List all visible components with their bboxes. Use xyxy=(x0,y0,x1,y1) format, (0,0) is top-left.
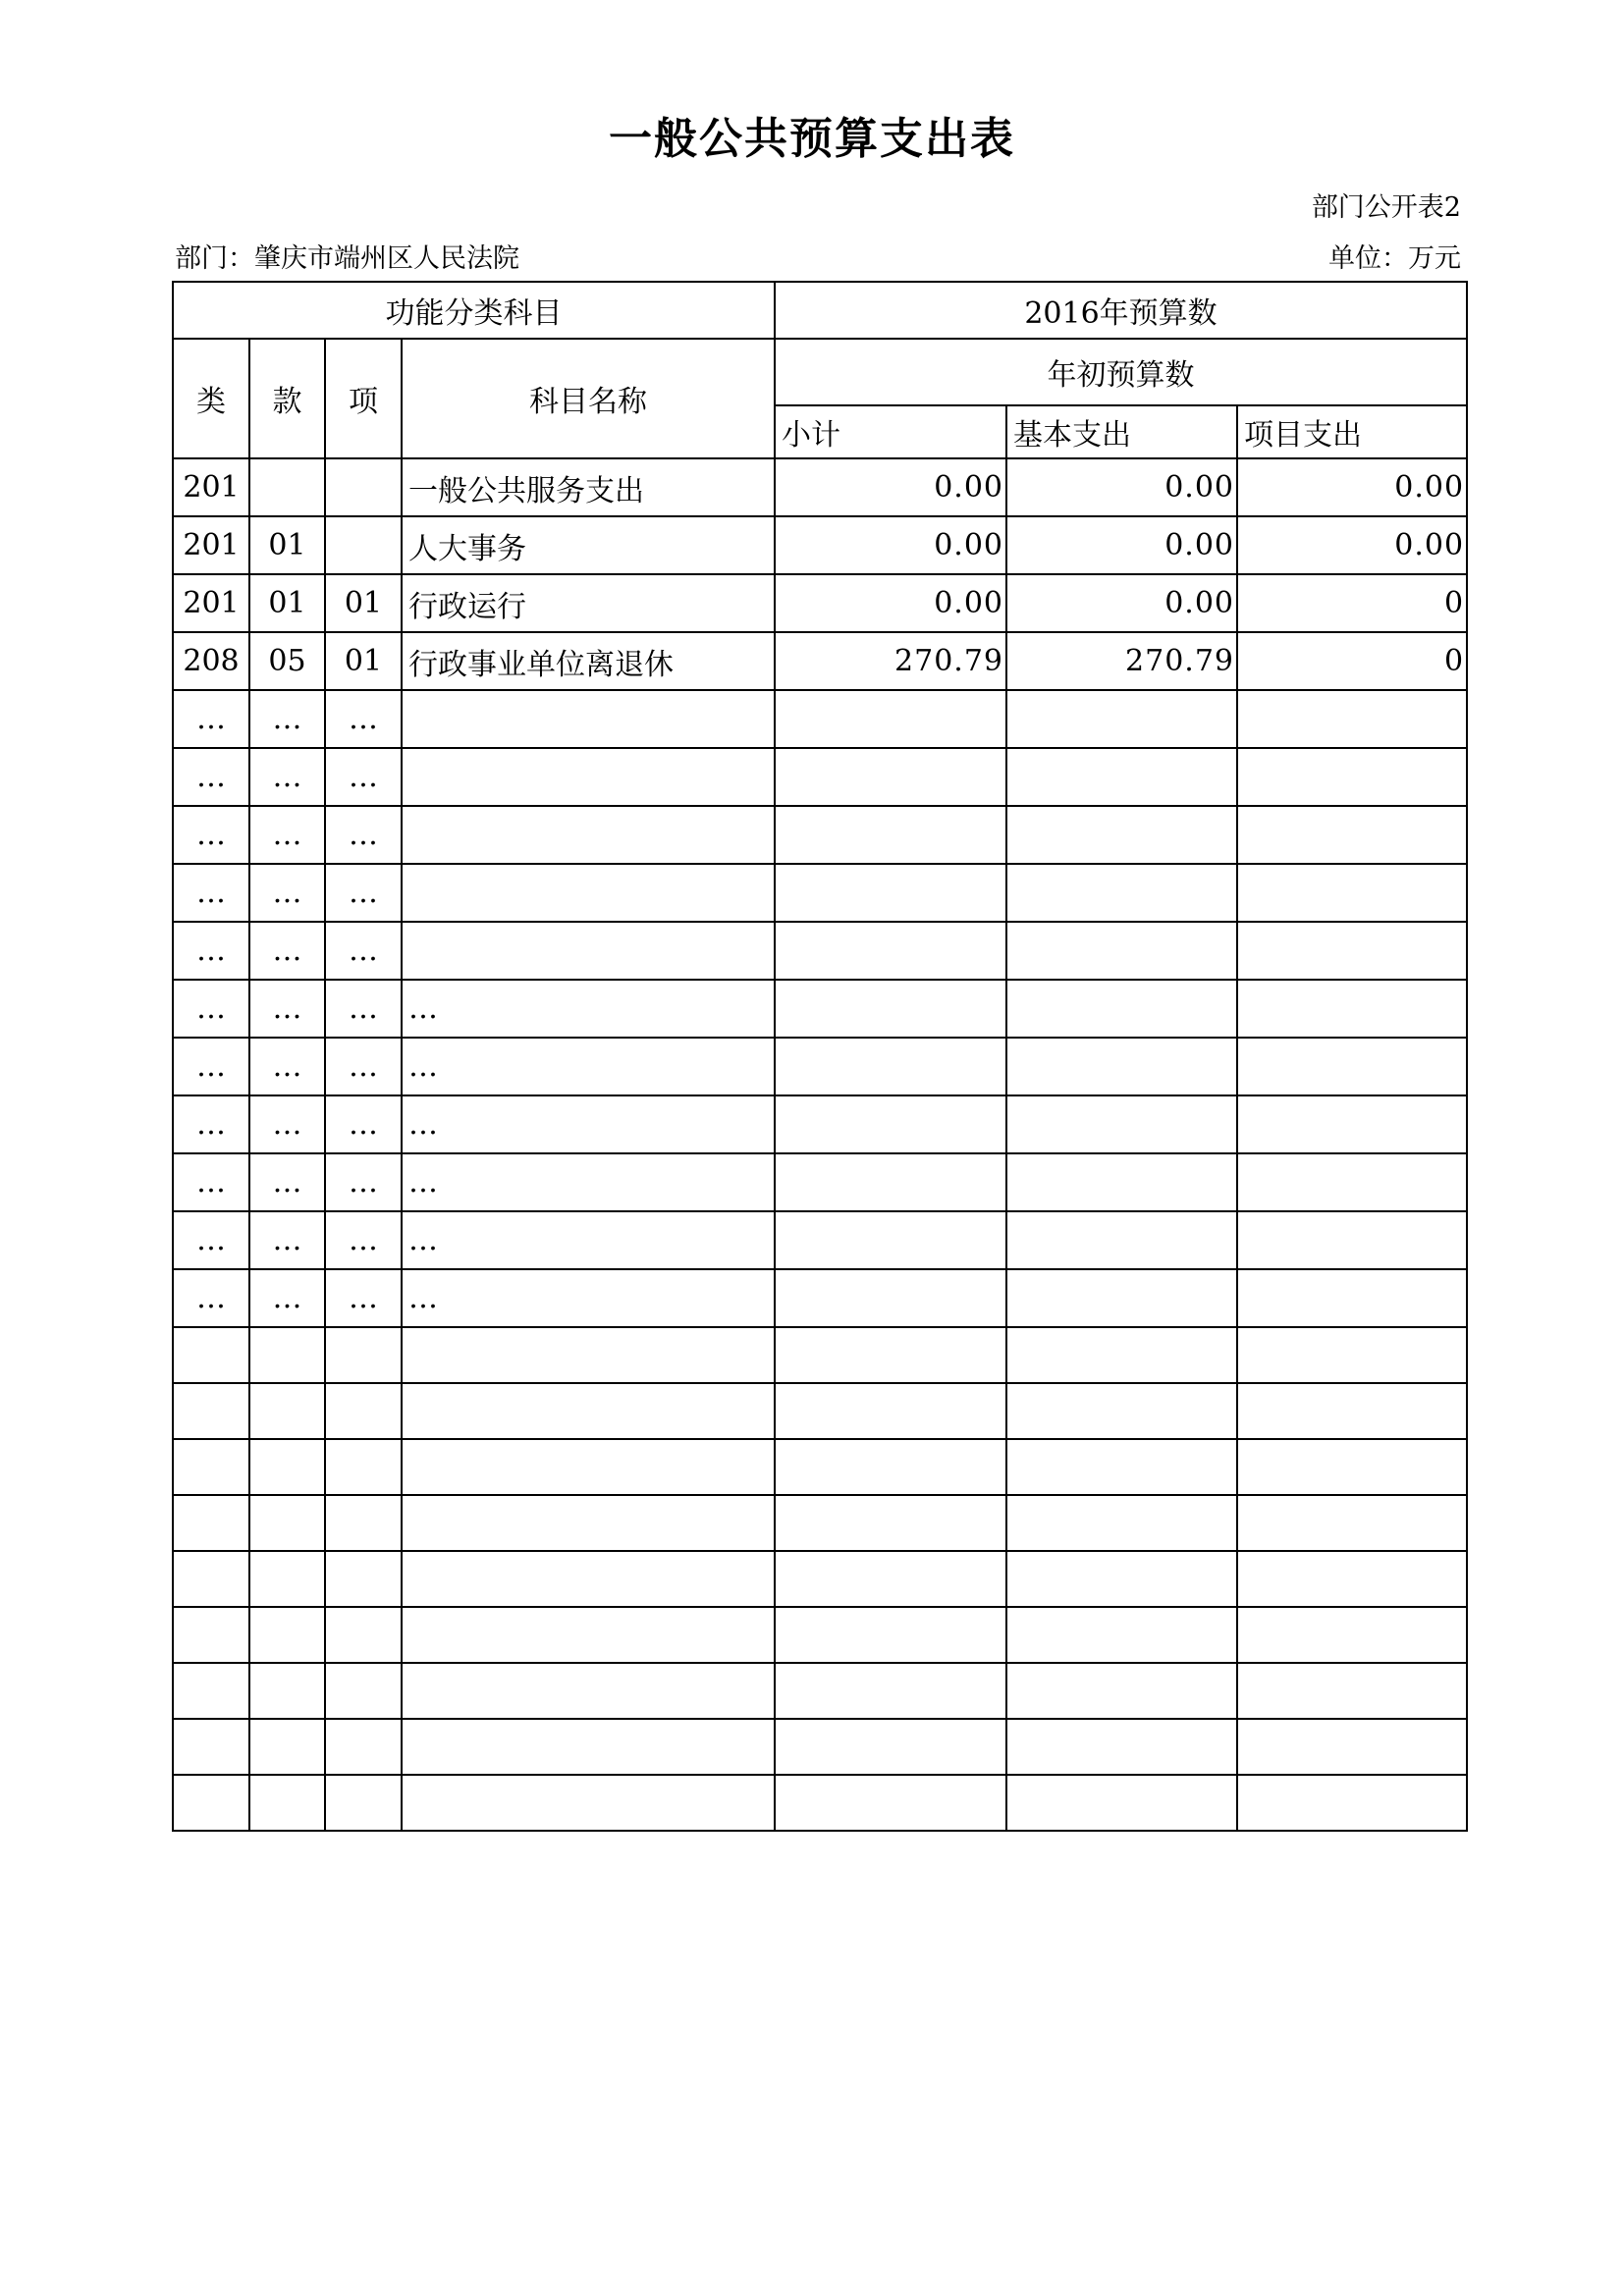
cell-subject-name xyxy=(402,690,775,748)
table-row xyxy=(173,748,1467,806)
cell-kuan: … xyxy=(249,748,325,806)
empty-cell xyxy=(249,1719,325,1775)
cell-subject-name: 人大事务 xyxy=(402,516,775,574)
empty-cell xyxy=(775,1327,1006,1383)
cell-project-expense xyxy=(1237,922,1467,980)
empty-cell xyxy=(249,1551,325,1607)
cell-xiang xyxy=(325,516,402,574)
table-row xyxy=(173,922,1467,980)
cell-subtotal xyxy=(775,1038,1006,1095)
cell-project-expense xyxy=(1237,980,1467,1038)
cell-xiang: … xyxy=(325,1269,402,1327)
cell-xiang xyxy=(325,458,402,516)
empty-cell xyxy=(249,1663,325,1719)
cell-basic-expense xyxy=(1006,922,1237,980)
empty-cell xyxy=(1006,1551,1237,1607)
cell-project-expense xyxy=(1237,1211,1467,1269)
cell-basic-expense: 0.00 xyxy=(1006,574,1237,632)
cell-lei: … xyxy=(173,980,249,1038)
cell-lei: … xyxy=(173,690,249,748)
cell-basic-expense: 270.79 xyxy=(1006,632,1237,690)
empty-cell xyxy=(249,1383,325,1439)
cell-project-expense xyxy=(1237,1038,1467,1095)
empty-cell xyxy=(1237,1327,1467,1383)
cell-project-expense xyxy=(1237,864,1467,922)
empty-cell xyxy=(775,1663,1006,1719)
cell-kuan: … xyxy=(249,922,325,980)
header-kuan: 款 xyxy=(249,339,325,458)
table-row xyxy=(173,690,1467,748)
cell-subtotal xyxy=(775,690,1006,748)
cell-kuan: … xyxy=(249,1095,325,1153)
department-label: 部门：肇庆市端州区人民法院 xyxy=(175,243,519,274)
empty-cell xyxy=(402,1719,775,1775)
cell-subtotal xyxy=(775,1211,1006,1269)
empty-cell xyxy=(249,1607,325,1663)
cell-basic-expense xyxy=(1006,1038,1237,1095)
empty-cell xyxy=(402,1327,775,1383)
cell-kuan: 01 xyxy=(249,574,325,632)
empty-cell xyxy=(1006,1775,1237,1831)
cell-subtotal: 270.79 xyxy=(775,632,1006,690)
cell-basic-expense xyxy=(1006,1095,1237,1153)
cell-subtotal xyxy=(775,748,1006,806)
empty-cell xyxy=(1237,1775,1467,1831)
header-subject-name: 科目名称 xyxy=(402,339,775,458)
cell-subject-name: 行政事业单位离退休 xyxy=(402,632,775,690)
cell-subject-name: … xyxy=(402,1153,775,1211)
cell-kuan: … xyxy=(249,864,325,922)
cell-lei: … xyxy=(173,1153,249,1211)
cell-kuan: … xyxy=(249,980,325,1038)
cell-xiang: … xyxy=(325,806,402,864)
cell-kuan xyxy=(249,458,325,516)
cell-subject-name xyxy=(402,748,775,806)
table-row xyxy=(173,1269,1467,1327)
cell-xiang: … xyxy=(325,864,402,922)
table-row xyxy=(173,1095,1467,1153)
cell-lei: 201 xyxy=(173,516,249,574)
empty-cell xyxy=(1237,1439,1467,1495)
empty-cell xyxy=(402,1551,775,1607)
cell-lei: … xyxy=(173,864,249,922)
empty-cell xyxy=(1006,1663,1237,1719)
table-row xyxy=(173,516,1467,574)
empty-cell xyxy=(402,1663,775,1719)
table-row xyxy=(173,1211,1467,1269)
empty-row xyxy=(173,1495,1467,1551)
table-row xyxy=(173,458,1467,516)
cell-kuan: … xyxy=(249,806,325,864)
empty-cell xyxy=(325,1551,402,1607)
table-row xyxy=(173,574,1467,632)
empty-cell xyxy=(1006,1607,1237,1663)
header-budget-year: 2016年预算数 xyxy=(775,282,1467,339)
cell-basic-expense xyxy=(1006,806,1237,864)
empty-row xyxy=(173,1551,1467,1607)
empty-row xyxy=(173,1607,1467,1663)
cell-kuan: … xyxy=(249,690,325,748)
cell-xiang: 01 xyxy=(325,632,402,690)
cell-basic-expense: 0.00 xyxy=(1006,516,1237,574)
empty-cell xyxy=(402,1383,775,1439)
cell-xiang: … xyxy=(325,1153,402,1211)
cell-project-expense: 0.00 xyxy=(1237,516,1467,574)
empty-cell xyxy=(402,1607,775,1663)
cell-kuan: … xyxy=(249,1153,325,1211)
cell-subject-name: … xyxy=(402,1095,775,1153)
cell-subject-name: 行政运行 xyxy=(402,574,775,632)
empty-cell xyxy=(325,1663,402,1719)
cell-lei: … xyxy=(173,922,249,980)
empty-cell xyxy=(173,1719,249,1775)
cell-project-expense: 0.00 xyxy=(1237,458,1467,516)
cell-project-expense xyxy=(1237,748,1467,806)
empty-cell xyxy=(402,1775,775,1831)
empty-cell xyxy=(173,1663,249,1719)
empty-cell xyxy=(173,1607,249,1663)
cell-basic-expense: 0.00 xyxy=(1006,458,1237,516)
empty-cell xyxy=(325,1775,402,1831)
empty-cell xyxy=(173,1439,249,1495)
cell-subtotal xyxy=(775,922,1006,980)
empty-cell xyxy=(249,1495,325,1551)
empty-cell xyxy=(1006,1439,1237,1495)
cell-subject-name: … xyxy=(402,980,775,1038)
table-row xyxy=(173,632,1467,690)
cell-subtotal xyxy=(775,806,1006,864)
empty-cell xyxy=(173,1327,249,1383)
empty-cell xyxy=(173,1495,249,1551)
empty-row xyxy=(173,1439,1467,1495)
table-row xyxy=(173,1038,1467,1095)
cell-subtotal: 0.00 xyxy=(775,458,1006,516)
cell-lei: 201 xyxy=(173,458,249,516)
page-title: 一般公共预算支出表 xyxy=(609,114,1015,164)
header-subtotal: 小计 xyxy=(775,405,1006,458)
cell-lei: 208 xyxy=(173,632,249,690)
empty-cell xyxy=(325,1719,402,1775)
empty-row xyxy=(173,1719,1467,1775)
cell-lei: … xyxy=(173,1095,249,1153)
cell-xiang: … xyxy=(325,1038,402,1095)
cell-lei: … xyxy=(173,1038,249,1095)
cell-lei: … xyxy=(173,806,249,864)
empty-cell xyxy=(173,1775,249,1831)
cell-project-expense xyxy=(1237,1269,1467,1327)
cell-project-expense: 0 xyxy=(1237,632,1467,690)
cell-lei: 201 xyxy=(173,574,249,632)
table-row xyxy=(173,980,1467,1038)
cell-subtotal xyxy=(775,1153,1006,1211)
empty-cell xyxy=(325,1607,402,1663)
cell-subject-name xyxy=(402,864,775,922)
empty-cell xyxy=(325,1327,402,1383)
empty-cell xyxy=(775,1383,1006,1439)
empty-cell xyxy=(775,1439,1006,1495)
empty-cell xyxy=(249,1327,325,1383)
empty-cell xyxy=(775,1495,1006,1551)
empty-cell xyxy=(173,1551,249,1607)
empty-row xyxy=(173,1383,1467,1439)
empty-row xyxy=(173,1775,1467,1831)
empty-cell xyxy=(1006,1383,1237,1439)
cell-basic-expense xyxy=(1006,864,1237,922)
form-number: 部门公开表2 xyxy=(1311,192,1461,223)
cell-subject-name: … xyxy=(402,1211,775,1269)
empty-cell xyxy=(1237,1495,1467,1551)
cell-project-expense xyxy=(1237,1095,1467,1153)
table-row xyxy=(173,864,1467,922)
empty-cell xyxy=(1237,1663,1467,1719)
cell-kuan: 05 xyxy=(249,632,325,690)
header-classification: 功能分类科目 xyxy=(173,282,775,339)
cell-subtotal xyxy=(775,980,1006,1038)
cell-subtotal xyxy=(775,1095,1006,1153)
empty-cell xyxy=(173,1383,249,1439)
cell-lei: … xyxy=(173,1269,249,1327)
cell-project-expense xyxy=(1237,690,1467,748)
empty-cell xyxy=(1237,1383,1467,1439)
empty-cell xyxy=(1237,1551,1467,1607)
cell-subject-name: 一般公共服务支出 xyxy=(402,458,775,516)
cell-subject-name: … xyxy=(402,1269,775,1327)
cell-basic-expense xyxy=(1006,748,1237,806)
cell-project-expense xyxy=(1237,806,1467,864)
table-row xyxy=(173,806,1467,864)
cell-xiang: … xyxy=(325,748,402,806)
cell-subtotal: 0.00 xyxy=(775,574,1006,632)
cell-xiang: … xyxy=(325,922,402,980)
cell-xiang: … xyxy=(325,980,402,1038)
header-basic-expense: 基本支出 xyxy=(1006,405,1237,458)
cell-project-expense xyxy=(1237,1153,1467,1211)
empty-cell xyxy=(402,1495,775,1551)
cell-subtotal xyxy=(775,864,1006,922)
cell-kuan: … xyxy=(249,1269,325,1327)
cell-subtotal xyxy=(775,1269,1006,1327)
cell-lei: … xyxy=(173,1211,249,1269)
cell-basic-expense xyxy=(1006,980,1237,1038)
header-lei: 类 xyxy=(173,339,249,458)
cell-xiang: … xyxy=(325,1211,402,1269)
header-project-expense: 项目支出 xyxy=(1237,405,1467,458)
empty-cell xyxy=(1006,1495,1237,1551)
empty-row xyxy=(173,1663,1467,1719)
cell-subject-name: … xyxy=(402,1038,775,1095)
empty-cell xyxy=(325,1495,402,1551)
cell-xiang: 01 xyxy=(325,574,402,632)
empty-cell xyxy=(775,1551,1006,1607)
empty-row xyxy=(173,1327,1467,1383)
header-xiang: 项 xyxy=(325,339,402,458)
header-row-1 xyxy=(173,282,1467,339)
empty-cell xyxy=(1237,1719,1467,1775)
cell-kuan: … xyxy=(249,1211,325,1269)
budget-expenditure-table xyxy=(172,281,1468,1832)
cell-subject-name xyxy=(402,922,775,980)
cell-basic-expense xyxy=(1006,1153,1237,1211)
empty-cell xyxy=(775,1775,1006,1831)
unit-label: 单位：万元 xyxy=(1328,243,1461,274)
empty-cell xyxy=(1237,1607,1467,1663)
cell-kuan: … xyxy=(249,1038,325,1095)
empty-cell xyxy=(325,1439,402,1495)
table-row xyxy=(173,1153,1467,1211)
empty-cell xyxy=(775,1607,1006,1663)
cell-kuan: 01 xyxy=(249,516,325,574)
cell-subject-name xyxy=(402,806,775,864)
cell-project-expense: 0 xyxy=(1237,574,1467,632)
cell-xiang: … xyxy=(325,1095,402,1153)
header-initial-budget: 年初预算数 xyxy=(775,339,1467,405)
empty-cell xyxy=(1006,1719,1237,1775)
header-row-2 xyxy=(173,339,1467,405)
empty-cell xyxy=(249,1775,325,1831)
empty-cell xyxy=(1006,1327,1237,1383)
empty-cell xyxy=(325,1383,402,1439)
empty-cell xyxy=(775,1719,1006,1775)
cell-basic-expense xyxy=(1006,1269,1237,1327)
cell-basic-expense xyxy=(1006,1211,1237,1269)
cell-lei: … xyxy=(173,748,249,806)
empty-cell xyxy=(249,1439,325,1495)
empty-cell xyxy=(402,1439,775,1495)
cell-basic-expense xyxy=(1006,690,1237,748)
cell-subtotal: 0.00 xyxy=(775,516,1006,574)
cell-xiang: … xyxy=(325,690,402,748)
